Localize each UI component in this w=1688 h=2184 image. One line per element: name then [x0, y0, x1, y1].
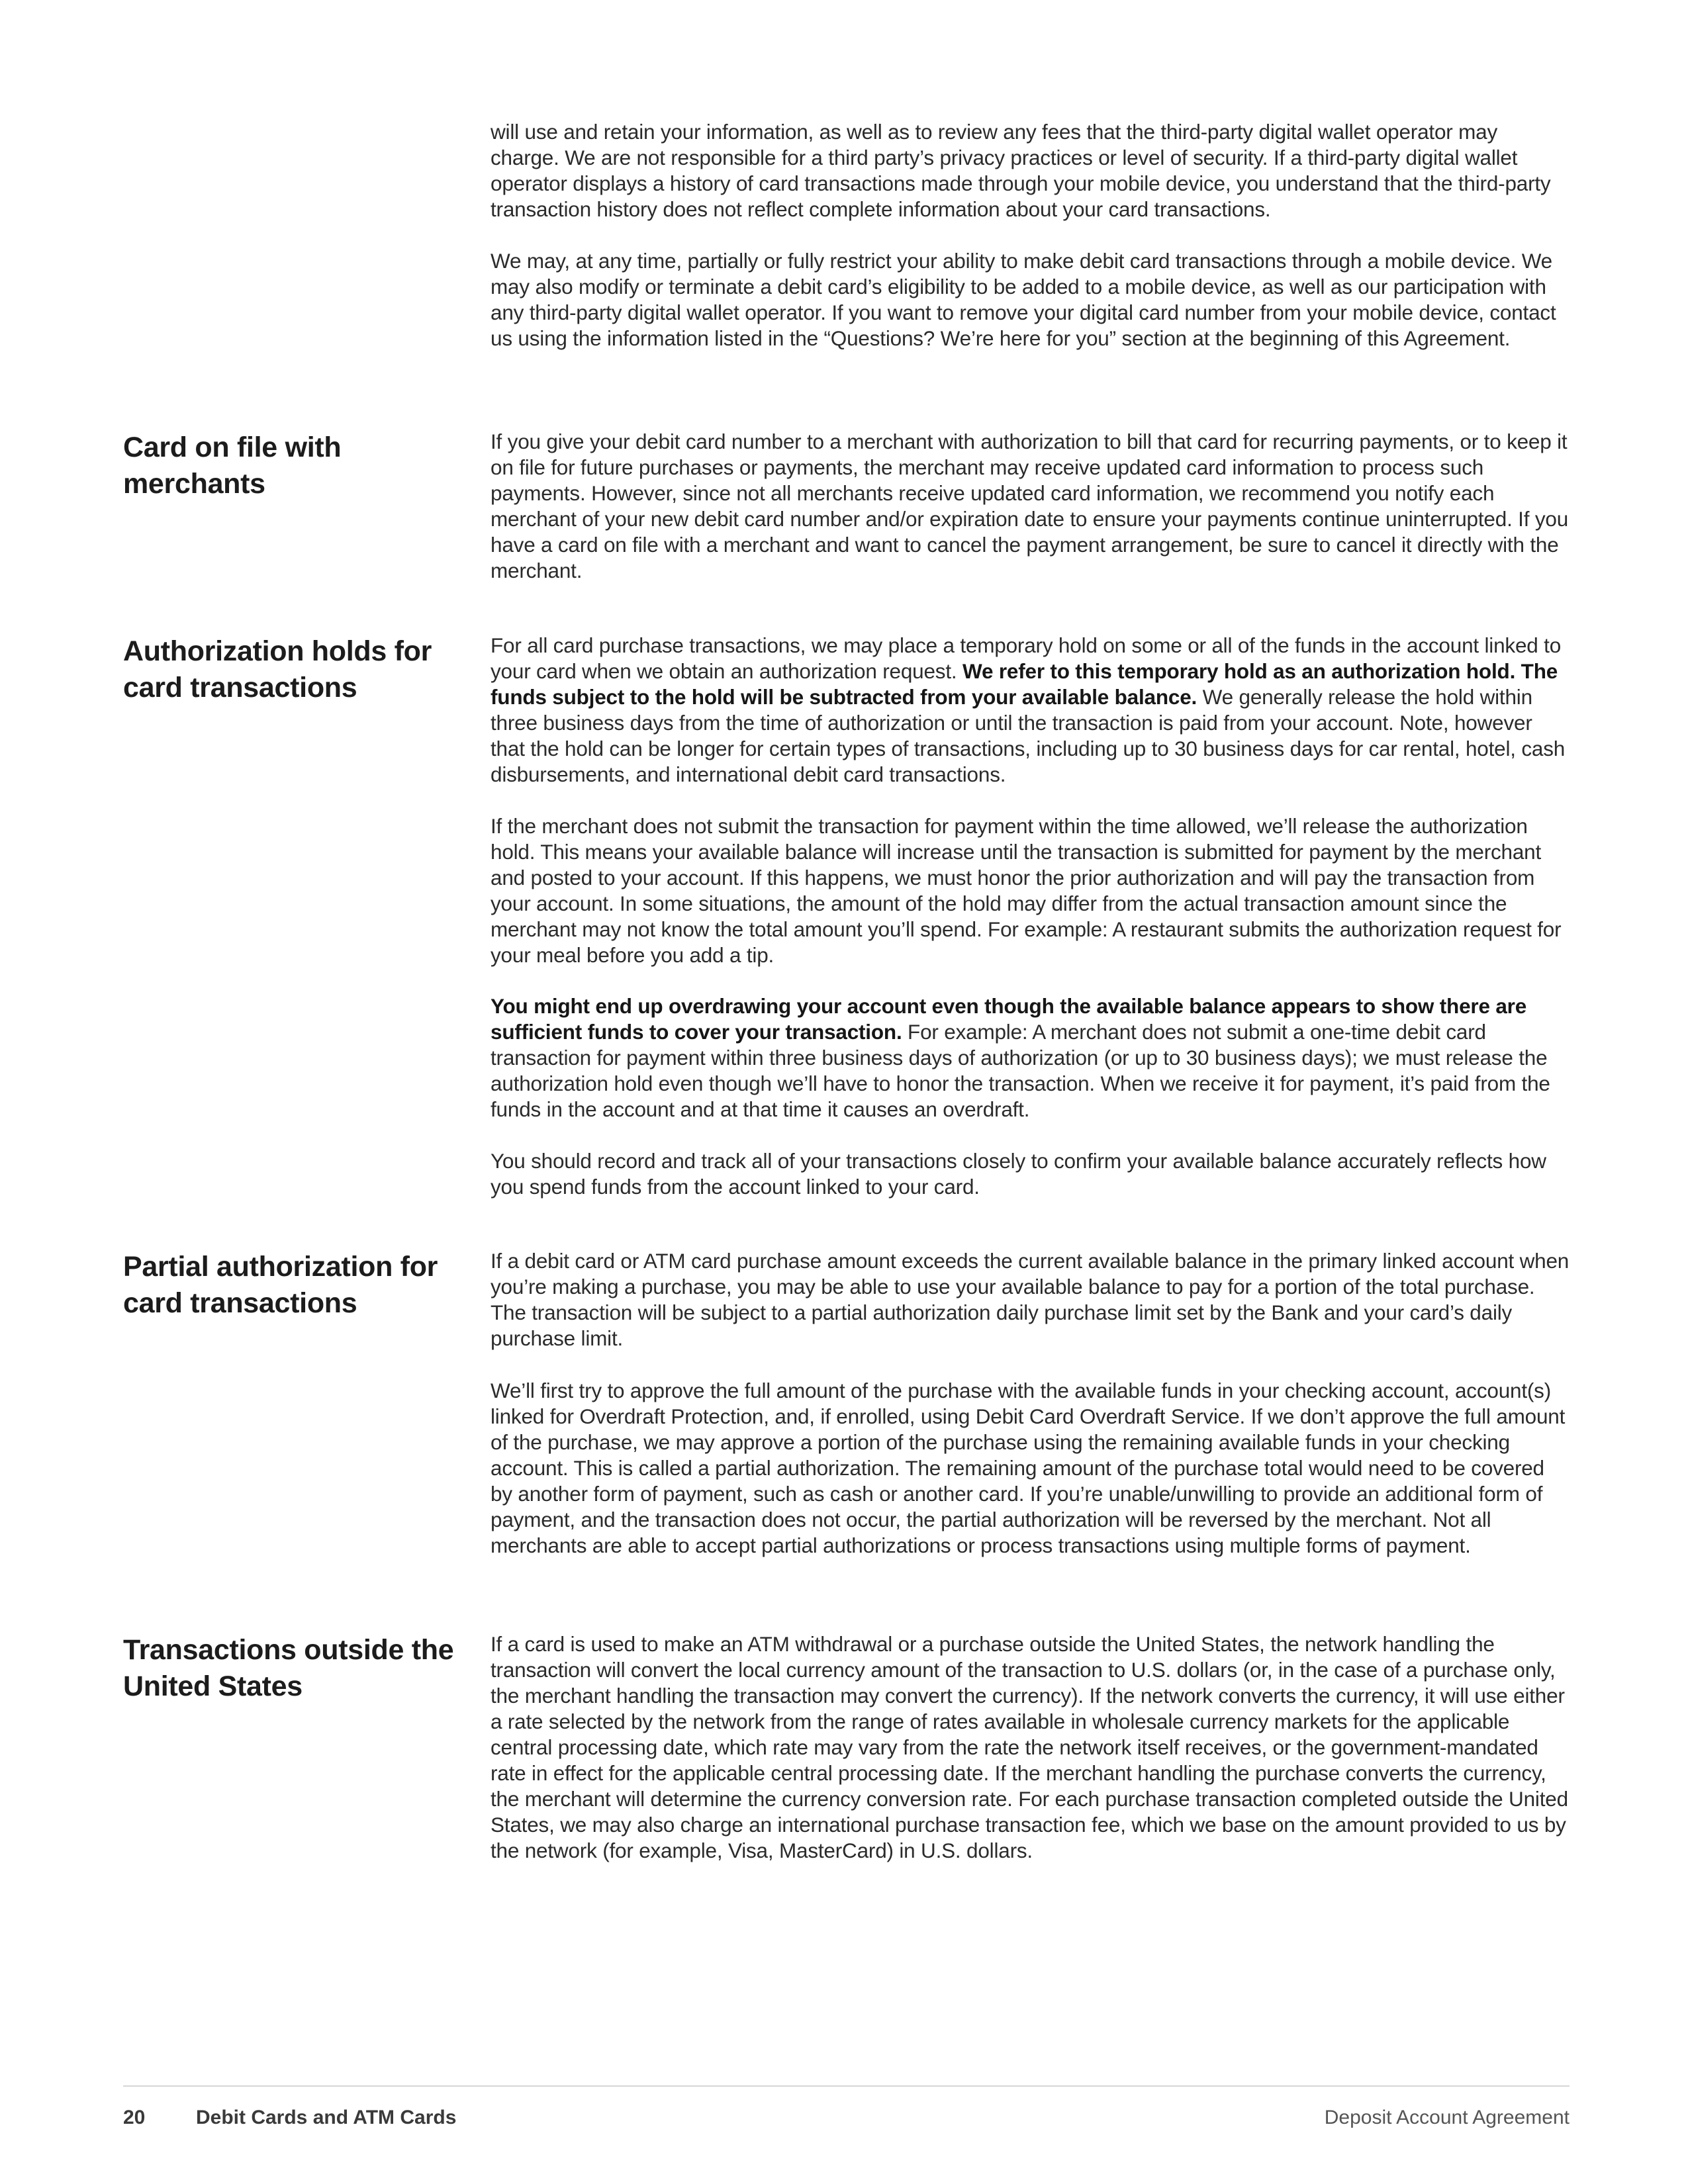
footer-section-title: Debit Cards and ATM Cards	[196, 2107, 457, 2128]
authorization-holds-paragraph-3	[491, 993, 1570, 1122]
intro-paragraph-1: will use and retain your information, as well as to review any fees that the third-party digital wallet operator may charge. We are not responsible for a third party’s privacy practices or level of security. If a third-party digital wallet operator displays a history of card transactions made through your mobile device, you understand that the third-party transaction history does not reflect complete information about your card transactions.	[491, 120, 1551, 221]
footer-divider	[123, 2085, 1570, 2087]
authorization-holds-paragraph-2: If the merchant does not submit the transaction for payment within the time allowed, we’ll release the authorization hold. This means your available balance will increase until the transaction is submitted for payment by the merchant and posted to your account. If this happens, we must honor the prior authorization and will pay the transaction from your account. In some situations, the amount of the hold may differ from the actual transaction amount since the merchant may not know the total amount you’ll spend. For example: A restaurant submits the authorization request for your meal before you add a tip.	[491, 814, 1562, 967]
heading-authorization-holds: Authorization holds for card transactions	[123, 635, 432, 704]
authorization-holds-p3-bold: You might end up overdrawing your account even though the available balance appears to show there are sufficient funds to cover your transaction.	[491, 994, 1527, 1044]
authorization-holds-p3-text: For example: A merchant does not submit a one-time debit card transaction for payment within three business days of authorization (or up to 30 business days); we must release the authorization hold even though we’ll have to honor the transaction. When we receive it for payment, it’s paid from the funds in the account and at that time it causes an overdraft.	[491, 1020, 1550, 1121]
authorization-holds-p1-text-a: For all card purchase transactions, we may place a temporary hold on some or all of the funds in the account linked to your card when we obtain an authorization request.	[491, 633, 1562, 683]
authorization-holds-p1-bold: We refer to this temporary hold as an authorization hold. The funds subject to the hold will be subtracted from your available balance.	[491, 659, 1558, 709]
partial-authorization-paragraph-2: We’ll first try to approve the full amount of the purchase with the available funds in your checking account, account(s) linked for Overdraft Protection, and, if enrolled, using Debit Card Overdraft Service. If we don’t approve the full amount of the purchase, we may approve a portion of the purchase using the remaining available funds in your checking account. This is called a partial authorization. The remaining amount of the purchase total would need to be covered by another form of payment, such as cash or another card. If you’re unable/unwilling to provide an additional form of payment, and the transaction does not occur, the partial authorization will be reversed by the merchant. Not all merchants are able to accept partial authorizations or process transactions using multiple forms of payment.	[491, 1379, 1566, 1557]
intro-paragraph-2: We may, at any time, partially or fully restrict your ability to make debit card transactions through a mobile device. We may also modify or terminate a debit card’s eligibility to be added to a mobile device, as well as our participation with any third-party digital wallet operator. If you want to remove your digital card number from your mobile device, contact us using the information listed in the “Questions? We’re here for you” section at the beginning of this Agreement.	[491, 249, 1556, 350]
authorization-holds-paragraph-4: You should record and track all of your transactions closely to confirm your available balance accurately reflects how you spend funds from the account linked to your card.	[491, 1149, 1546, 1199]
footer-page-number: 20	[123, 2107, 146, 2128]
transactions-outside-us-paragraph-1: If a card is used to make an ATM withdrawal or a purchase outside the United States, the network handling the transaction will convert the local currency amount of the transaction to U.S. dollars (or, in the case of a purchase only, the merchant handling the transaction may convert the currency). If the network converts the currency, it will use either a rate selected by the network from the range of rates available in wholesale currency markets for the applicable central processing date, which rate may vary from the rate the network itself receives, or the government-mandated rate in effect for the applicable central processing date. If the merchant handling the purchase converts the currency, the merchant will determine the currency conversion rate. For each purchase transaction completed outside the United States, we may also charge an international purchase transaction fee, which we base on the amount provided to us by the network (for example, Visa, MasterCard) in U.S. dollars.	[491, 1632, 1568, 1862]
authorization-holds-p1-text-b: We generally release the hold within three business days from the time of authorization or until the transaction is paid from your account. Note, however that the hold can be longer for certain types of transactions, including up to 30 business days for car rental, hotel, cash disbursements, and international debit card transactions.	[491, 685, 1566, 786]
heading-partial-authorization: Partial authorization for card transactions	[123, 1251, 438, 1319]
authorization-holds-paragraph-1	[491, 633, 1570, 788]
heading-transactions-outside-us: Transactions outside the United States	[123, 1634, 454, 1702]
heading-card-on-file: Card on file with merchants	[123, 432, 342, 500]
partial-authorization-paragraph-1: If a debit card or ATM card purchase amount exceeds the current available balance in the primary linked account when you’re making a purchase, you may be able to use your available balance to pay for a portion of the total purchase. The transaction will be subject to a partial authorization daily purchase limit set by the Bank and your card’s daily purchase limit.	[491, 1249, 1570, 1350]
footer-document-title: Deposit Account Agreement	[1324, 2107, 1570, 2128]
card-on-file-paragraph-1: If you give your debit card number to a merchant with authorization to bill that card for recurring payments, or to keep it on file for future purchases or payments, the merchant may receive updated card information to process such payments. However, since not all merchants receive updated card information, we recommend you notify each merchant of your new debit card number and/or expiration date to ensure your payments continue uninterrupted. If you have a card on file with a merchant and want to cancel the payment arrangement, be sure to cancel it directly with the merchant.	[491, 430, 1569, 582]
